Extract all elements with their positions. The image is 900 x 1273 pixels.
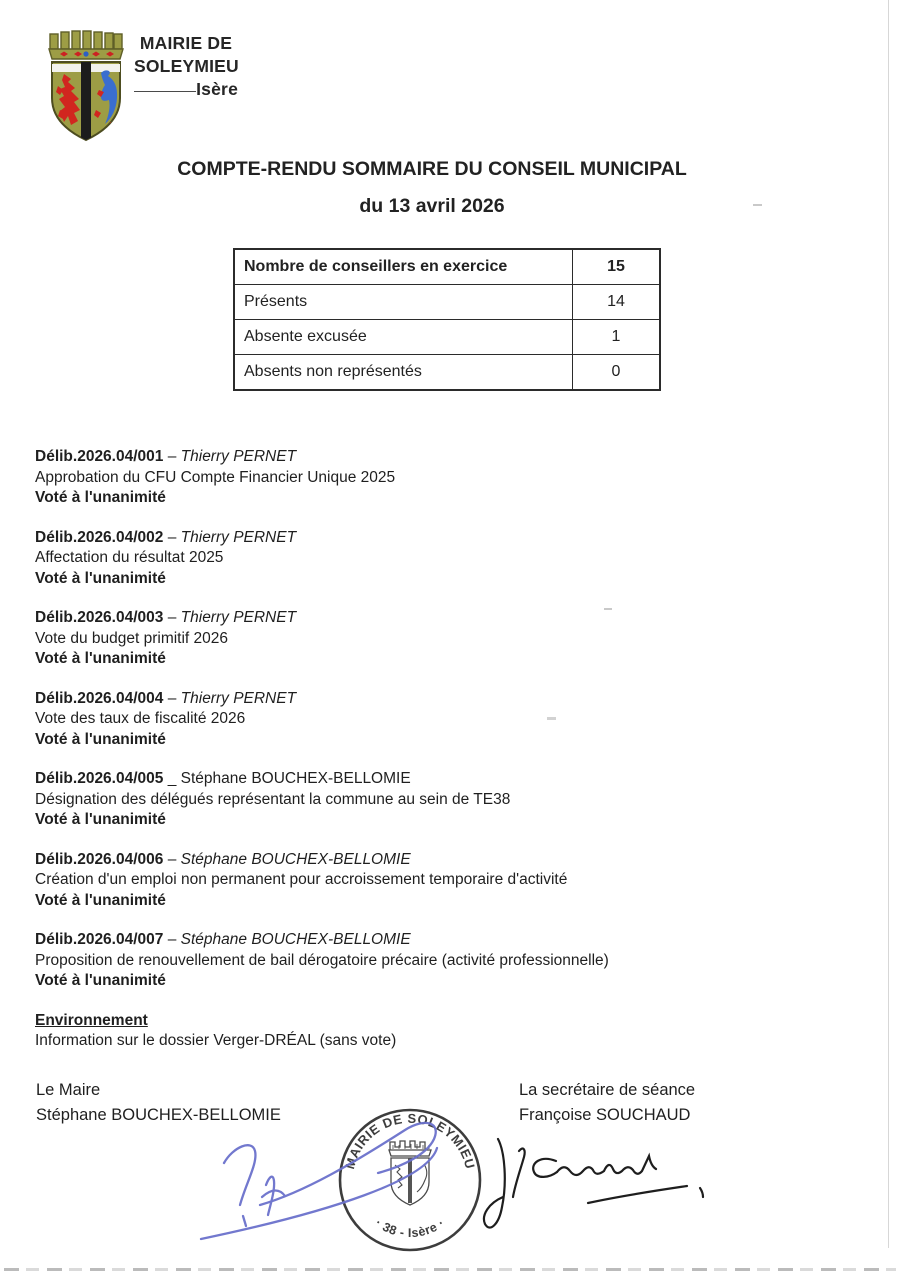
environment-section xyxy=(35,1011,865,1052)
deliberation-block xyxy=(35,769,865,831)
delib-separator: _ xyxy=(167,770,177,787)
deliberation-block xyxy=(35,689,865,751)
attendance-value: 1 xyxy=(573,320,661,355)
secretary-name: Françoise SOUCHAUD xyxy=(519,1105,691,1124)
stamp-coat-of-arms xyxy=(389,1141,431,1205)
scan-speck xyxy=(753,204,762,206)
delib-ref: Délib.2026.04/003 xyxy=(35,609,164,626)
attendance-value: 14 xyxy=(573,285,661,320)
attendance-value: 0 xyxy=(573,355,661,391)
title-line1: COMPTE-RENDU SOMMAIRE DU CONSEIL MUNICIPAL xyxy=(177,158,687,180)
environment-info: Information sur le dossier Verger-DRÉAL (sans vote) xyxy=(35,1032,397,1049)
deliberation-block xyxy=(35,528,865,590)
secretary-signature xyxy=(484,1139,703,1228)
mayor-role: Le Maire xyxy=(36,1081,101,1099)
delib-subject: Proposition de renouvellement de bail dérogatoire précaire (activité professionnelle) xyxy=(35,951,609,969)
delib-ref: Délib.2026.04/007 xyxy=(35,931,164,948)
attendance-table xyxy=(233,248,661,391)
org-name-block xyxy=(134,32,238,101)
scan-edge-line xyxy=(888,0,889,1248)
attendance-label: Absents non représentés xyxy=(234,355,573,391)
delib-subject: Affectation du résultat 2025 xyxy=(35,549,224,566)
table-row xyxy=(234,355,660,391)
svg-text:· 38 - Isère · xyxy=(373,1216,448,1240)
delib-vote: Voté à l'unanimité xyxy=(35,650,166,667)
attendance-value: 15 xyxy=(573,249,661,285)
delib-ref: Délib.2026.04/004 xyxy=(35,689,164,707)
scan-speck xyxy=(604,608,612,610)
secretary-signature-block xyxy=(519,1078,695,1127)
secretary-role: La secrétaire de séance xyxy=(519,1081,696,1099)
mayor-signature-block xyxy=(36,1078,281,1127)
municipal-stamp xyxy=(340,1110,480,1250)
attendance-label: Nombre de conseillers en exercice xyxy=(234,249,573,285)
delib-rapporteur: Stéphane BOUCHEX-BELLOMIE xyxy=(180,850,411,868)
mayor-signature xyxy=(201,1123,437,1239)
delib-ref: Délib.2026.04/006 xyxy=(35,850,164,868)
delib-rapporteur: Thierry PERNET xyxy=(180,609,297,626)
scan-speck xyxy=(547,717,556,720)
delib-ref: Délib.2026.04/005 xyxy=(35,770,164,787)
delib-subject: Approbation du CFU Compte Financier Unique 2025 xyxy=(35,468,396,486)
delib-separator: – xyxy=(167,931,177,948)
delib-separator: – xyxy=(167,850,177,868)
delib-vote: Voté à l'unanimité xyxy=(35,730,166,748)
delib-separator: – xyxy=(167,528,177,546)
delib-subject: Désignation des délégués représentant la commune au sein de TE38 xyxy=(35,790,511,808)
deliberation-block xyxy=(35,850,865,912)
delib-vote: Voté à l'unanimité xyxy=(35,891,166,909)
attendance-label: Présents xyxy=(234,285,573,320)
deliberations-list xyxy=(35,447,865,1052)
delib-separator: – xyxy=(167,448,177,465)
stamp-top-text: MAIRIE DE SOLEYMIEU xyxy=(342,1110,478,1171)
delib-separator: – xyxy=(167,609,177,626)
delib-ref: Délib.2026.04/001 xyxy=(35,448,164,465)
delib-rapporteur: Thierry PERNET xyxy=(180,689,297,707)
org-name-line1: MAIRIE DE xyxy=(139,33,233,53)
deliberation-block xyxy=(35,447,865,509)
deliberation-block xyxy=(35,608,865,670)
environment-heading: Environnement xyxy=(35,1011,148,1029)
org-divider-line xyxy=(134,91,196,93)
delib-ref: Délib.2026.04/002 xyxy=(35,528,164,546)
org-name-line2: SOLEYMIEU xyxy=(134,55,239,76)
delib-rapporteur: Stéphane BOUCHEX-BELLOMIE xyxy=(180,770,411,787)
delib-subject: Vote des taux de fiscalité 2026 xyxy=(35,710,246,727)
table-row xyxy=(234,249,660,285)
delib-rapporteur: Thierry PERNET xyxy=(180,528,297,546)
deliberation-block xyxy=(35,930,865,992)
delib-rapporteur: Stéphane BOUCHEX-BELLOMIE xyxy=(180,931,411,948)
coat-of-arms-logo xyxy=(44,26,128,144)
scan-bottom-artifact xyxy=(4,1268,896,1271)
document-title xyxy=(0,156,864,219)
svg-text:MAIRIE DE SOLEYMIEU xyxy=(342,1111,478,1171)
title-line2: du 13 avril 2026 xyxy=(359,195,505,217)
delib-vote: Voté à l'unanimité xyxy=(35,569,166,587)
table-row xyxy=(234,320,660,355)
delib-subject: Vote du budget primitif 2026 xyxy=(35,629,229,647)
delib-vote: Voté à l'unanimité xyxy=(35,489,166,506)
delib-subject: Création d'un emploi non permanent pour accroissement temporaire d'activité xyxy=(35,871,568,888)
table-row xyxy=(234,285,660,320)
delib-separator: – xyxy=(167,689,177,707)
stamp-bottom-text: · 38 - Isère · xyxy=(372,1215,448,1241)
org-region: Isère xyxy=(196,79,238,99)
delib-vote: Voté à l'unanimité xyxy=(35,972,166,989)
mayor-name: Stéphane BOUCHEX-BELLOMIE xyxy=(36,1105,281,1124)
attendance-label: Absente excusée xyxy=(234,320,573,355)
delib-vote: Voté à l'unanimité xyxy=(35,811,166,828)
delib-rapporteur: Thierry PERNET xyxy=(180,448,297,465)
